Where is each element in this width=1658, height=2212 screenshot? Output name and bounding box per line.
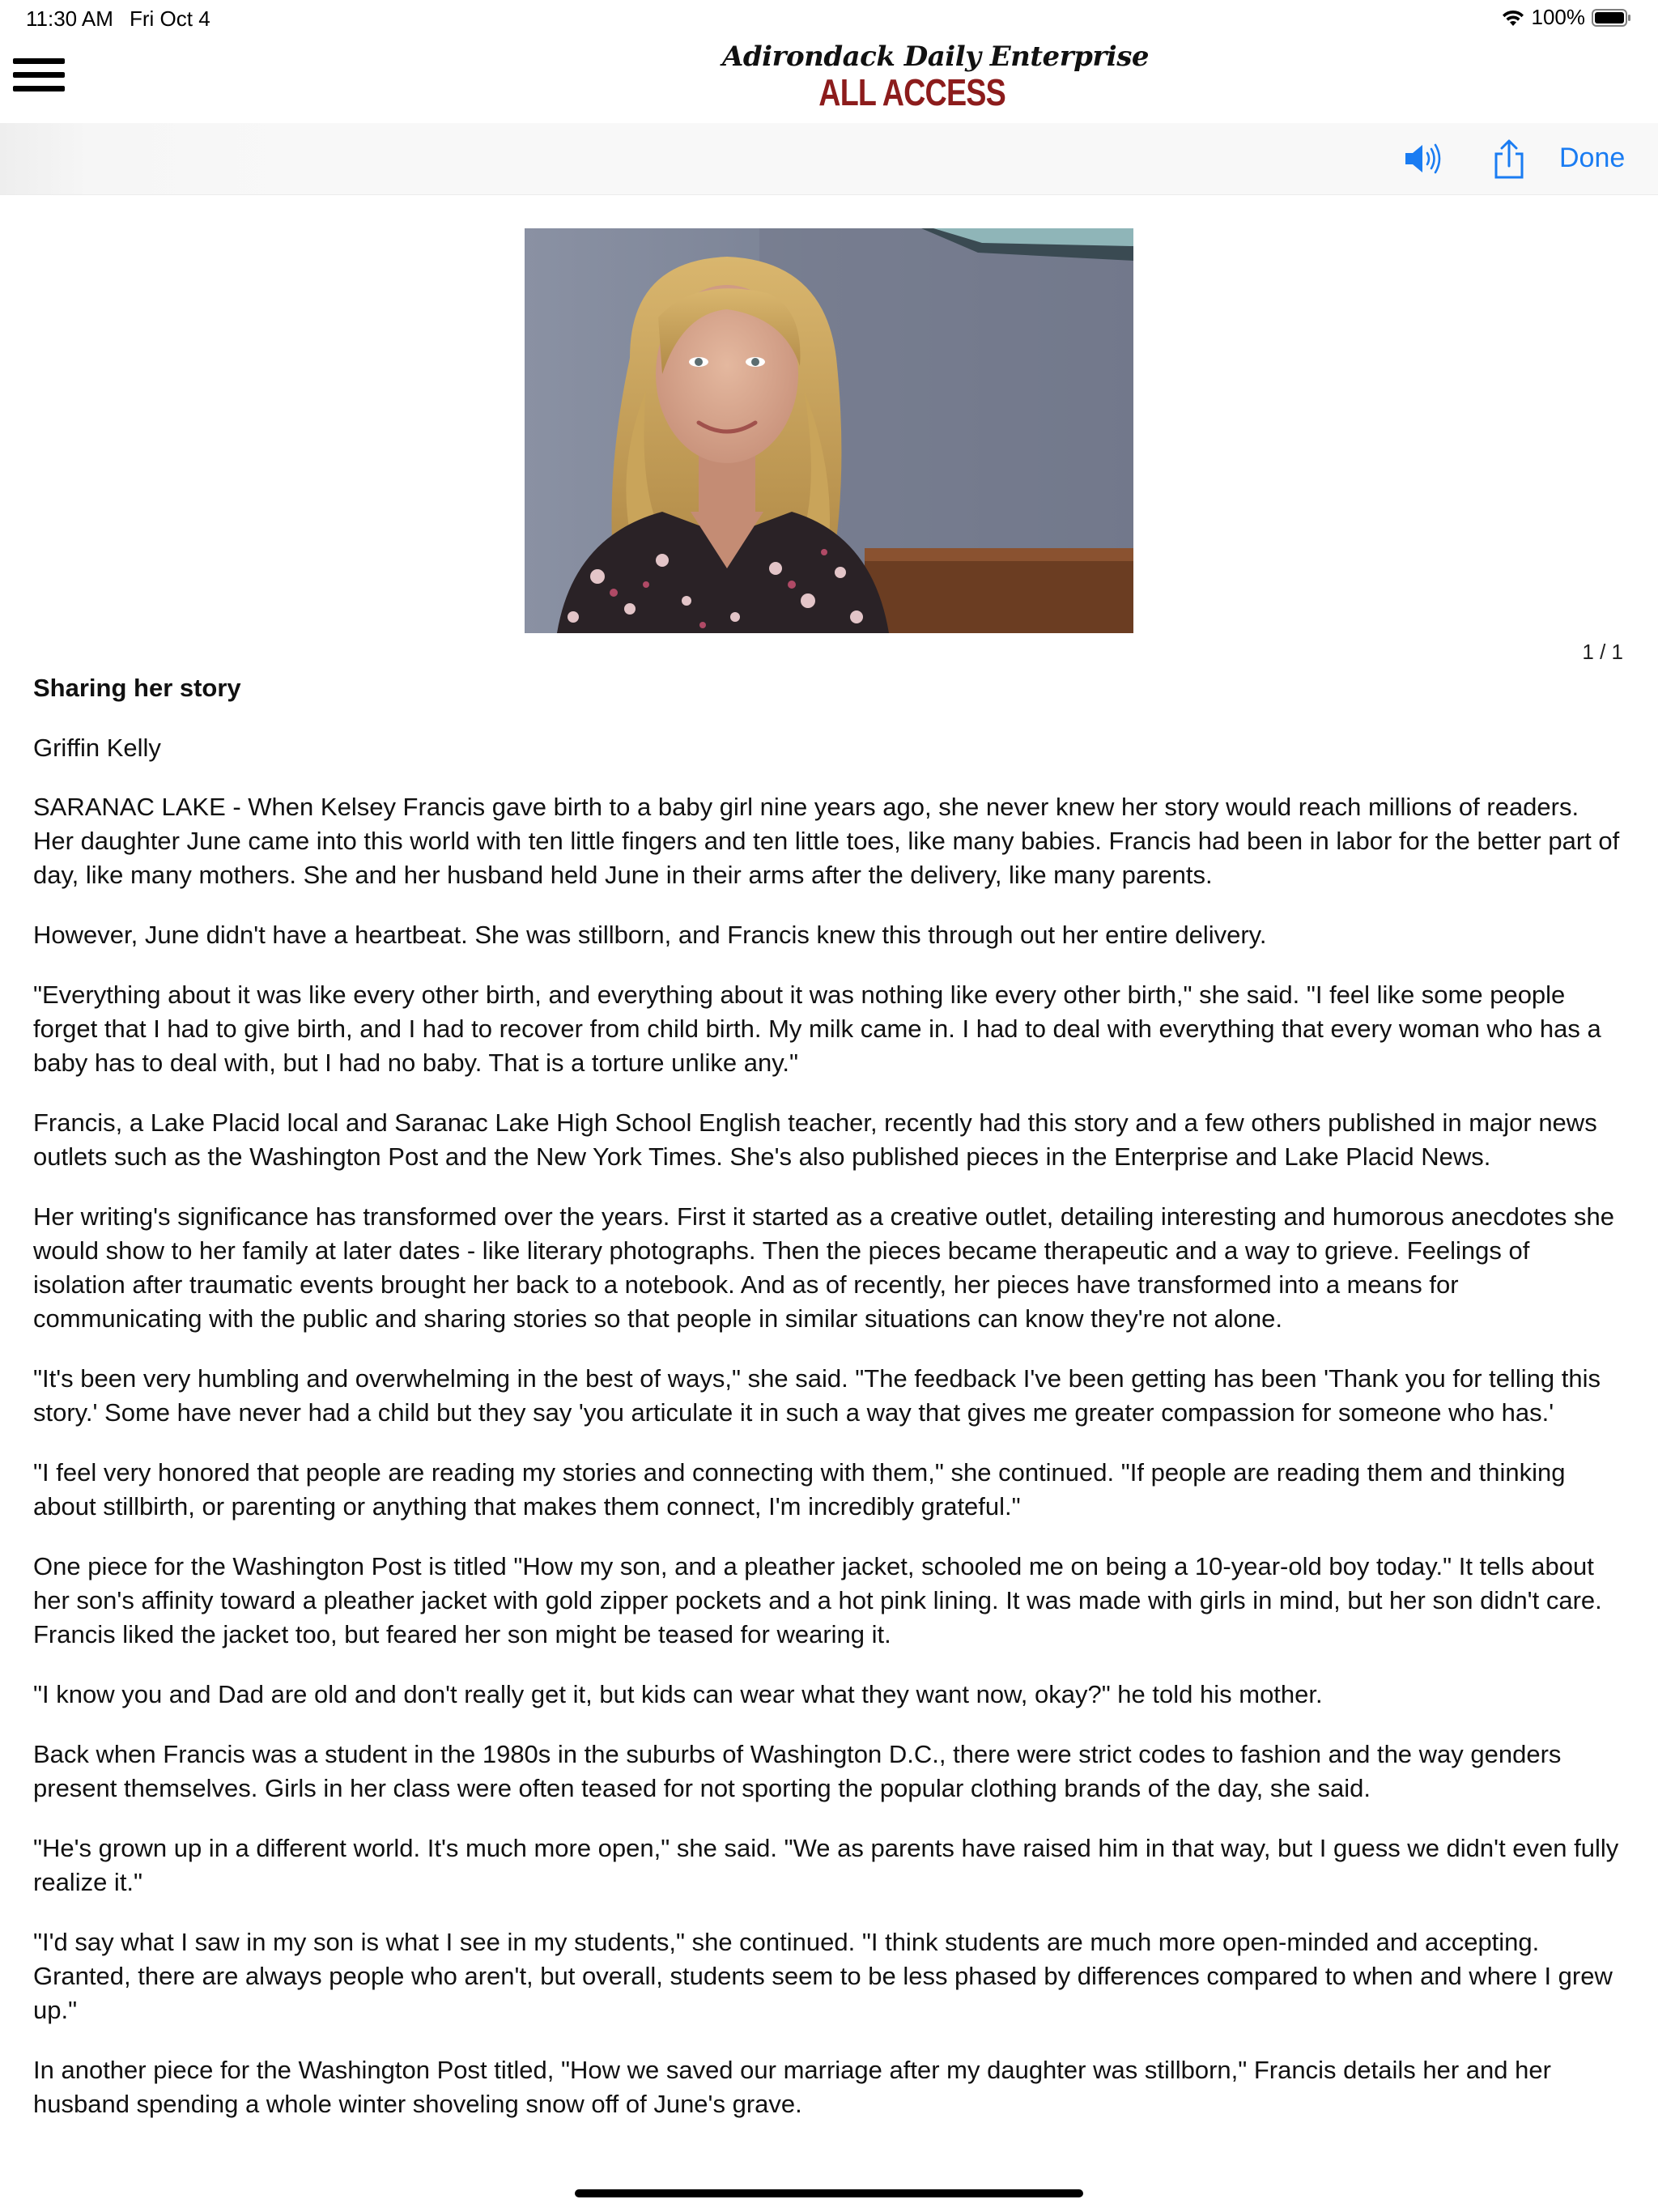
newspaper-logo — [722, 39, 1149, 113]
article-photo[interactable] — [525, 228, 1133, 633]
photo-counter: 1 / 1 — [1582, 640, 1623, 664]
article-paragraph: "Everything about it was like every other birth, and everything about it was nothing like every other birth," she said. "I feel like some people forget that I had to give birth, and I had to recover from child birth. My milk came in. I had to deal with everything that every woman who has a baby has to deal with, but I had no baby. That is a torture unlike any." — [33, 981, 1601, 1077]
article-paragraph: Francis, a Lake Placid local and Saranac Lake High School English teacher, recently had this story and a few others published in major news outlets such as the Washington Post and the New York Times. She's also published pieces in the Enterprise and Lake Placid News. — [33, 1108, 1597, 1171]
share-icon[interactable] — [1491, 139, 1527, 180]
status-bar — [0, 0, 1658, 39]
article-paragraph: "I'd say what I saw in my son is what I see in my students," she continued. "I think students are much more open-minded and accepting. Granted, there are always people who aren't, but overall, students seem to be less phased by differences compared to when and where I grew up." — [33, 1928, 1613, 2024]
logo-subtitle: ALL ACCESS — [818, 71, 1005, 113]
status-time: 11:30 AM — [26, 6, 113, 31]
article-toolbar — [0, 123, 1658, 195]
battery-percent: 100% — [1531, 5, 1585, 29]
article-paragraph: However, June didn't have a heartbeat. She was stillborn, and Francis knew this through out her entire delivery. — [33, 921, 1267, 949]
status-indicators — [1501, 5, 1633, 30]
article-byline: Griffin Kelly — [33, 734, 161, 762]
article-paragraph: Her writing's significance has transformed over the years. First it started as a creative outlet, detailing interesting and humorous anecdotes she would show to her family at later dates - like literary photographs. Then the pieces became therapeutic and a way to grieve. Feelings of isolation after traumatic events brought her back to a notebook. And as of recently, her pieces have transformed into a means for communicating with the public and sharing stories so that people in similar situations can know they're not alone. — [33, 1202, 1614, 1333]
article-paragraph: One piece for the Washington Post is titled "How my son, and a pleather jacket, schooled me on being a 10-year-old boy today." It tells about her son's affinity toward a pleather jacket with gold zipper pockets and a hot pink lining. It was made with girls in mind, but her son didn't care. Francis liked the jacket too, but feared her son might be teased for wearing it. — [33, 1552, 1602, 1648]
battery-icon — [1592, 8, 1632, 28]
article-paragraph: "It's been very humbling and overwhelming in the best of ways," she said. "The feedback I've been getting has been 'Thank you for telling this story.' Some have never had a child but they say 'you articulate it in such a way that gives me greater compassion for someone who has.' — [33, 1364, 1601, 1427]
article-paragraph: Back when Francis was a student in the 1980s in the suburbs of Washington D.C., there were strict codes to fashion and the way genders present themselves. Girls in her class were often teased for not sporting the popular clothing brands of the day, she said. — [33, 1740, 1562, 1802]
speaker-icon[interactable] — [1402, 141, 1444, 177]
status-date: Fri Oct 4 — [130, 6, 210, 31]
logo-title: Adirondack Daily Enterprise — [722, 40, 1149, 73]
article-paragraph: In another piece for the Washington Post titled, "How we saved our marriage after my daughter was stillborn," Francis details her and her husband spending a whole winter shoveling snow off of June's grave. — [33, 2056, 1551, 2118]
article-paragraph: "He's grown up in a different world. It's much more open," she said. "We as parents have raised him in that way, but I guess we didn't even fully realize it." — [33, 1834, 1619, 1896]
hamburger-menu-icon[interactable] — [13, 58, 65, 97]
article-paragraph: SARANAC LAKE - When Kelsey Francis gave birth to a baby girl nine years ago, she never knew her story would reach millions of readers. Her daughter June came into this world with ten little fingers and ten little toes, like many babies. Francis had been in labor for the better part of day, like many mothers. She and her husband held June in their arms after the delivery, like many parents. — [33, 793, 1620, 889]
article-paragraph: "I feel very honored that people are reading my stories and connecting with them," she continued. "If people are reading them and thinking about stillbirth, or parenting or anything that makes them connect, I'm incredibly grateful." — [33, 1458, 1566, 1521]
done-button[interactable]: Done — [1559, 143, 1626, 173]
app-header — [0, 39, 1658, 123]
article-paragraph: "I know you and Dad are old and don't really get it, but kids can wear what they want now, okay?" he told his mother. — [33, 1680, 1323, 1708]
article-headline: Sharing her story — [33, 674, 241, 702]
wifi-icon — [1501, 8, 1525, 28]
article-body — [33, 670, 1625, 2147]
home-indicator[interactable] — [575, 2189, 1083, 2197]
